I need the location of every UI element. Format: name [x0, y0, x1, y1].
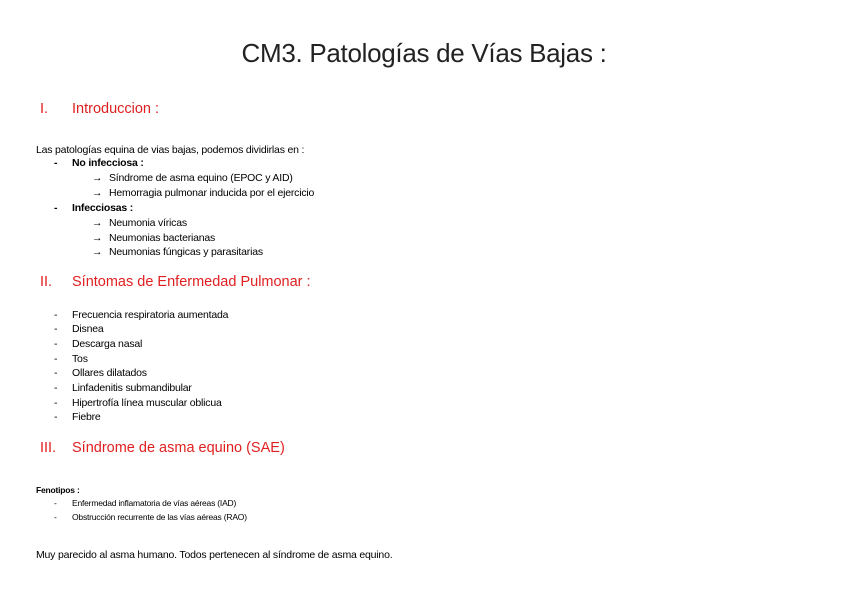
dash-bullet: - — [54, 498, 57, 508]
dash-bullet: - — [54, 323, 58, 335]
dash-bullet: - — [54, 397, 58, 409]
dash-bullet: - — [54, 382, 58, 394]
closing-paragraph: Muy parecido al asma humano. Todos pertenecen al síndrome de asma equino. — [36, 549, 393, 561]
list-item-text: Enfermedad inflamatoria de vías aéreas (IAD) — [72, 498, 237, 508]
section-title: Síndrome de asma equino (SAE) — [72, 440, 285, 456]
group-infecciosas — [54, 202, 133, 214]
list-item-text: Tos — [72, 353, 88, 365]
list-item — [54, 512, 247, 522]
group-label: Infecciosas : — [72, 202, 134, 214]
list-item — [54, 397, 222, 409]
arrow-icon: → — [92, 172, 103, 184]
page-title: CM3. Patologías de Vías Bajas : — [241, 38, 607, 68]
list-item-text: Hipertrofía línea muscular oblicua — [72, 397, 222, 409]
section-number: III. — [40, 440, 57, 456]
section-number: II. — [40, 274, 53, 290]
arrow-icon: → — [92, 217, 103, 229]
arrow-icon: → — [92, 232, 103, 244]
arrow-icon: → — [92, 187, 103, 199]
dash-bullet: - — [54, 353, 58, 365]
list-item-text: Neumonias fúngicas y parasitarias — [109, 246, 263, 258]
list-item-text: Neumonia víricas — [109, 217, 187, 229]
group-no-infecciosa — [54, 157, 144, 169]
list-item — [54, 323, 103, 335]
list-item-text: Síndrome de asma equino (EPOC y AID) — [109, 172, 293, 184]
list-item-text: Obstrucción recurrente de las vías aéreas (RAO) — [72, 512, 247, 522]
list-item-text: Descarga nasal — [72, 338, 143, 350]
list-item-text: Frecuencia respiratoria aumentada — [72, 309, 229, 321]
list-item — [92, 172, 293, 184]
list-item — [54, 309, 228, 321]
intro-paragraph: Las patologías equina de vias bajas, podemos dividirlas en : — [36, 144, 305, 156]
dash-bullet: - — [54, 512, 57, 522]
list-item-text: Neumonias bacterianas — [109, 232, 216, 244]
list-item — [54, 382, 192, 394]
section-title: Síntomas de Enfermedad Pulmonar : — [72, 274, 311, 290]
list-item-text: Linfadenitis submandibular — [72, 382, 192, 394]
list-item-text: Disnea — [72, 323, 104, 335]
section-title: Introduccion : — [72, 101, 160, 117]
dash-bullet: - — [54, 202, 58, 214]
list-item-text: Fiebre — [72, 411, 101, 423]
list-item-text: Ollares dilatados — [72, 367, 147, 379]
list-item — [54, 498, 236, 508]
list-item-text: Hemorragia pulmonar inducida por el ejercicio — [109, 187, 315, 199]
list-item — [92, 217, 187, 229]
list-item — [92, 187, 314, 199]
section-heading-sintomas — [40, 274, 311, 290]
list-item — [54, 411, 101, 423]
arrow-icon: → — [92, 246, 103, 258]
list-item — [92, 246, 263, 258]
list-item — [54, 367, 147, 379]
section-heading-sae — [40, 440, 285, 456]
dash-bullet: - — [54, 338, 58, 350]
list-item — [92, 232, 215, 244]
dash-bullet: - — [54, 367, 58, 379]
group-label: No infecciosa : — [72, 157, 144, 169]
fenotipos-label: Fenotipos : — [36, 485, 80, 495]
list-item — [54, 338, 142, 350]
section-number: I. — [40, 101, 49, 117]
section-heading-introduccion — [40, 101, 159, 117]
dash-bullet: - — [54, 157, 58, 169]
list-item — [54, 353, 88, 365]
dash-bullet: - — [54, 411, 58, 423]
dash-bullet: - — [54, 309, 58, 321]
